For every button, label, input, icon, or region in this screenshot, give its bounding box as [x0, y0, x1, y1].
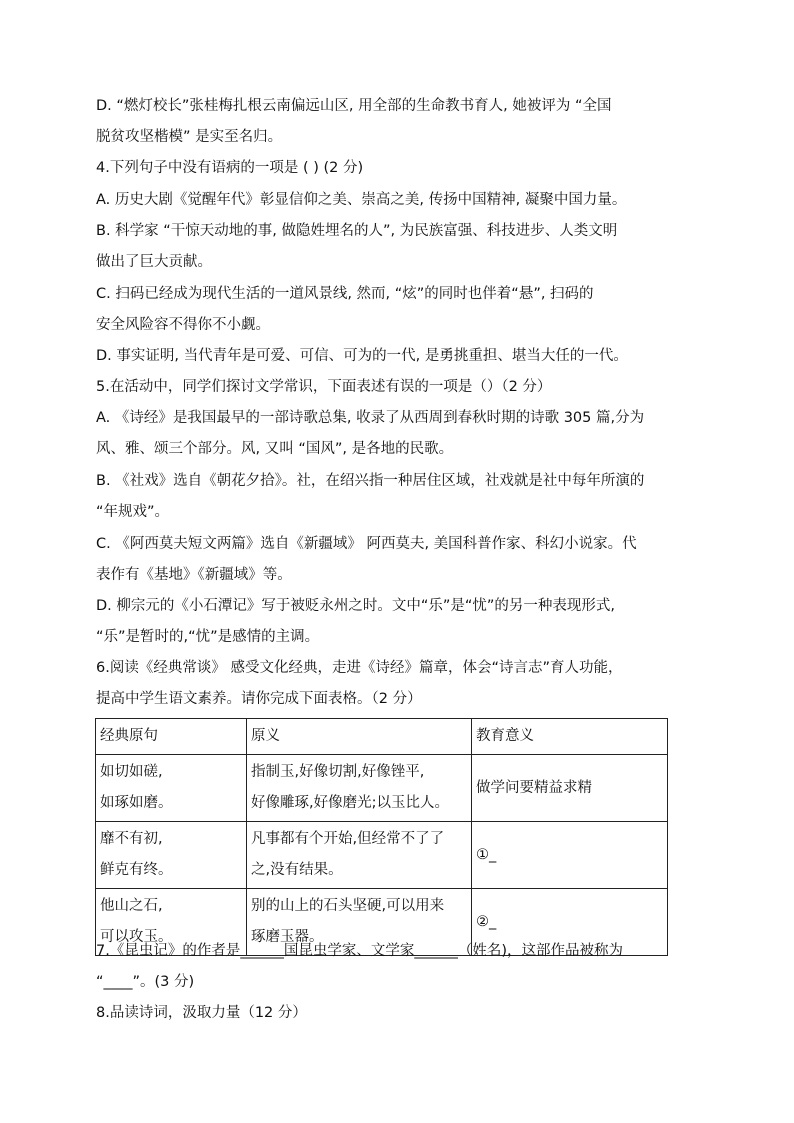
q7-line1: 7.《昆虫记》的作者是______国昆虫学家、文学家______（姓名)，这部作品被称为	[96, 943, 623, 959]
q4-option-c-line2: 安全风险容不得你不小觑。	[96, 317, 270, 333]
q5-option-d-line2: “乐”是暂时的,“忧”是感情的主调。	[96, 629, 320, 645]
classics-table	[95, 718, 668, 956]
q5-stem: 5.在活动中，同学们探讨文学常识，下面表述有误的一项是（）（2 分）	[96, 379, 552, 395]
table-header-row	[96, 719, 668, 755]
q6-stem-line2: 提高中学生语文素养。请你完成下面表格。（2 分）	[96, 691, 422, 707]
q5-option-c-line1: C. 《阿西莫夫短文两篇》选自《新疆域》 阿西莫夫, 美国科普作家、科幻小说家。代	[96, 536, 637, 552]
original-sentence-cell: 他山之石, 可以攻玉。	[96, 889, 247, 956]
answer-blank-1[interactable]: ①_	[472, 822, 668, 889]
q7-line2: “____”。(3 分)	[96, 974, 195, 990]
table-row	[96, 822, 668, 889]
meaning-cell: 别的山上的石头坚硬,可以用来 琢磨玉器。	[247, 889, 472, 956]
table-row	[96, 755, 668, 822]
q4-stem: 4.下列句子中没有语病的一项是 ( ) (2 分)	[96, 160, 364, 176]
q4-option-b-line2: 做出了巨大贡献。	[96, 254, 212, 270]
table-header-cell: 教育意义	[472, 719, 668, 755]
significance-cell: 做学问要精益求精	[472, 755, 668, 822]
q5-option-b-line1: B. 《社戏》选自《朝花夕拾》。社，在绍兴指一种居住区域，社戏就是社中每年所演的	[96, 473, 645, 489]
original-sentence-cell: 如切如磋, 如琢如磨。	[96, 755, 247, 822]
q5-option-d-line1: D. 柳宗元的《小石潭记》写于被贬永州之时。文中“乐”是“忧”的另一种表现形式,	[96, 598, 616, 614]
original-sentence-cell: 靡不有初, 鲜克有终。	[96, 822, 247, 889]
meaning-cell: 指制玉,好像切割,好像锉平, 好像雕琢,好像磨光;以玉比人。	[247, 755, 472, 822]
meaning-cell: 凡事都有个开始,但经常不了了 之,没有结果。	[247, 822, 472, 889]
q3-option-d-line2: 脱贫攻坚楷模” 是实至名归。	[96, 129, 283, 145]
q8-heading: 8.品读诗词，汲取力量（12 分）	[96, 1005, 307, 1021]
q6-stem-line1: 6.阅读《经典常谈》 感受文化经典，走进《诗经》篇章，体会“诗言志”育人功能，	[96, 660, 623, 676]
table-header-cell: 经典原句	[96, 719, 247, 755]
q5-option-a-line1: A. 《诗经》是我国最早的一部诗歌总集, 收录了从西周到春秋时期的诗歌 305 篇,分为	[96, 410, 645, 426]
answer-blank-2[interactable]: ②_	[472, 889, 668, 956]
q5-option-b-line2: “年规戏”。	[96, 504, 170, 520]
q5-option-c-line2: 表作有《基地》《新疆域》等。	[96, 567, 292, 583]
table-header-cell: 原义	[247, 719, 472, 755]
q4-option-c-line1: C. 扫码已经成为现代生活的一道风景线, 然而, “炫”的同时也伴着“悬”, 扫码的	[96, 286, 594, 302]
q4-option-a: A. 历史大剧《觉醒年代》彰显信仰之美、崇高之美, 传扬中国精神, 凝聚中国力量。	[96, 192, 627, 208]
q3-option-d-line1: D. “燃灯校长”张桂梅扎根云南偏远山区, 用全部的生命教书育人, 她被评为 “全国	[96, 98, 612, 114]
q5-option-a-line2: 风、雅、颂三个部分。风, 又叫 “国风”, 是各地的民歌。	[96, 441, 454, 457]
q4-option-b-line1: B. 科学家 “干惊天动地的事, 做隐姓埋名的人”, 为民族富强、科技进步、人类文明	[96, 223, 618, 239]
q4-option-d: D. 事实证明, 当代青年是可爱、可信、可为的一代, 是勇挑重担、堪当大任的一代。	[96, 348, 628, 364]
